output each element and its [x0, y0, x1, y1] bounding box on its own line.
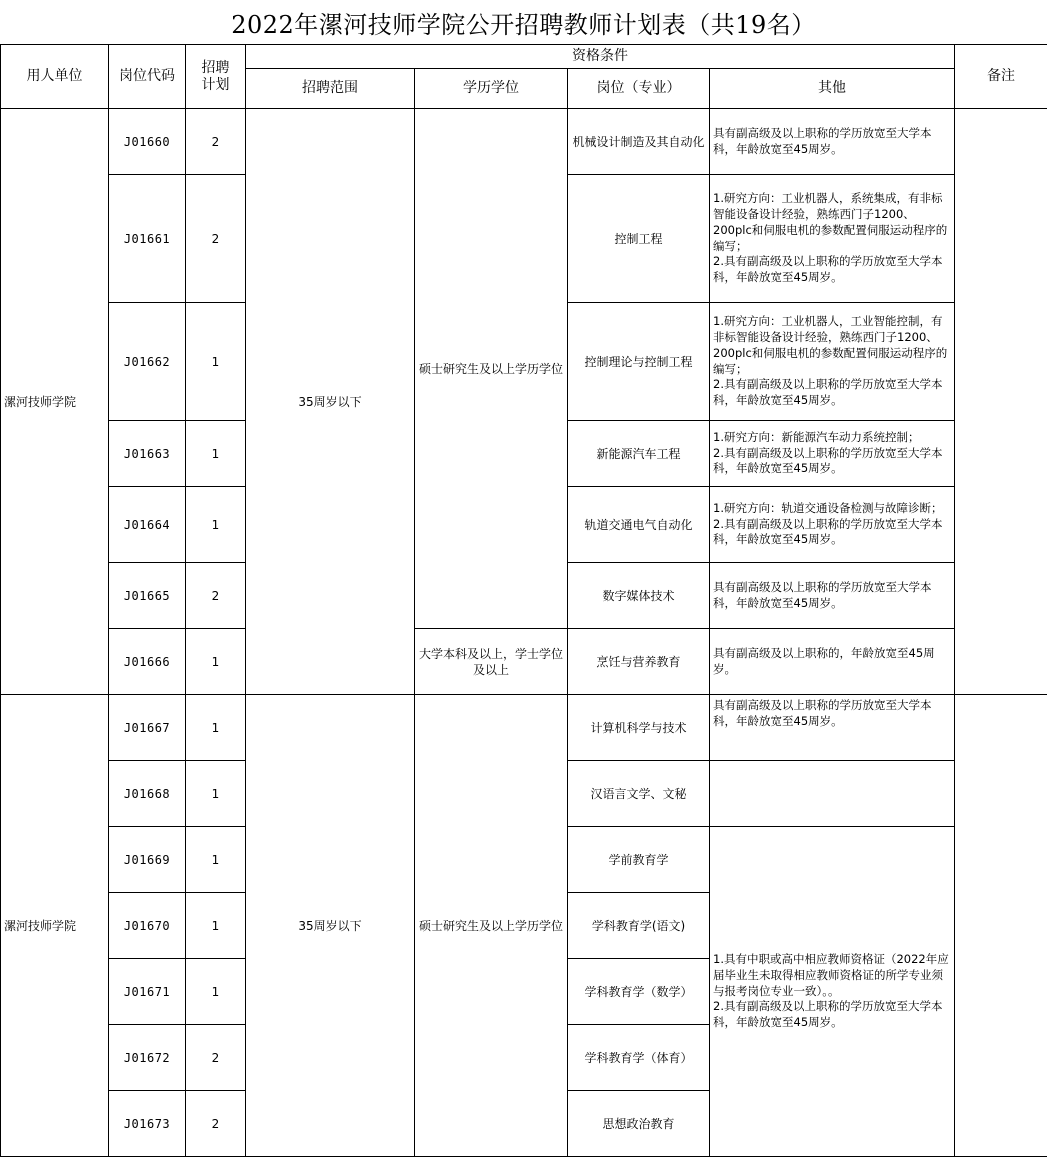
code-cell: J01662	[109, 303, 186, 421]
major-cell: 控制理论与控制工程	[568, 303, 710, 421]
plan-cell: 1	[186, 695, 246, 761]
code-cell: J01663	[109, 421, 186, 487]
other-cell	[710, 563, 955, 629]
table-row	[1, 695, 1047, 761]
other-cell	[710, 175, 955, 303]
major-cell: 数字媒体技术	[568, 563, 710, 629]
plan-cell: 1	[186, 303, 246, 421]
code-cell: J01669	[109, 827, 186, 893]
table-row	[1, 109, 1047, 175]
plan-cell: 2	[186, 1025, 246, 1091]
code-cell: J01672	[109, 1025, 186, 1091]
code-cell: J01668	[109, 761, 186, 827]
other-line: 1.研究方向：新能源汽车动力系统控制；	[713, 429, 920, 444]
header-qualification-group: 资格条件	[246, 45, 955, 69]
header-scope: 招聘范围	[246, 69, 415, 109]
header-major: 岗位（专业）	[568, 69, 710, 109]
header-plan-line2: 计划	[201, 76, 230, 93]
other-line: 具有副高级及以上职称的学历放宽至大学本科，年龄放宽至45周岁。	[713, 579, 932, 610]
header-other: 其他	[710, 69, 955, 109]
major-cell: 学科教育学（体育）	[568, 1025, 710, 1091]
code-cell: J01665	[109, 563, 186, 629]
plan-cell: 1	[186, 761, 246, 827]
code-cell: J01661	[109, 175, 186, 303]
education-cell: 硕士研究生及以上学历学位	[415, 695, 568, 1157]
remarks-cell	[955, 109, 1047, 695]
plan-cell: 1	[186, 827, 246, 893]
other-line: 2.具有副高级及以上职称的学历放宽至大学本科，年龄放宽至45周岁。	[713, 516, 943, 547]
other-cell	[710, 695, 955, 761]
code-cell: J01670	[109, 893, 186, 959]
header-unit: 用人单位	[1, 45, 109, 109]
other-line: 2.具有副高级及以上职称的学历放宽至大学本科，年龄放宽至45周岁。	[713, 445, 943, 476]
plan-cell: 1	[186, 421, 246, 487]
major-cell: 轨道交通电气自动化	[568, 487, 710, 563]
major-cell: 学科教育学(语文)	[568, 893, 710, 959]
shared-other-cell	[710, 827, 955, 1157]
code-cell: J01660	[109, 109, 186, 175]
scope-cell: 35周岁以下	[246, 109, 415, 695]
plan-cell: 1	[186, 487, 246, 563]
plan-cell: 2	[186, 563, 246, 629]
other-line: 具有副高级及以上职称的学历放宽至大学本科，年龄放宽至45周岁。	[713, 698, 932, 728]
code-cell: J01664	[109, 487, 186, 563]
other-cell	[710, 761, 955, 827]
major-cell: 学前教育学	[568, 827, 710, 893]
plan-cell: 2	[186, 109, 246, 175]
unit-cell: 漯河技师学院	[1, 695, 109, 1157]
code-cell: J01666	[109, 629, 186, 695]
header-remarks: 备注	[955, 45, 1047, 109]
plan-cell: 1	[186, 893, 246, 959]
other-line: 2.具有副高级及以上职称的学历放宽至大学本科，年龄放宽至45周岁。	[713, 999, 943, 1030]
education-cell: 大学本科及以上，学士学位及以上	[415, 629, 568, 695]
other-line: 2.具有副高级及以上职称的学历放宽至大学本科，年龄放宽至45周岁。	[713, 377, 943, 408]
code-cell: J01667	[109, 695, 186, 761]
other-cell	[710, 629, 955, 695]
code-cell: J01671	[109, 959, 186, 1025]
other-line: 具有副高级及以上职称的学历放宽至大学本科，年龄放宽至45周岁。	[713, 125, 932, 156]
plan-cell: 1	[186, 629, 246, 695]
other-line: 1.研究方向：工业机器人，工业智能控制，有非标智能设备设计经验，熟练西门子1200、200plc和伺服电机的参数配置伺服运动程序的编写；	[713, 314, 948, 376]
table-row	[1, 629, 1047, 695]
major-cell: 控制工程	[568, 175, 710, 303]
other-cell	[710, 421, 955, 487]
major-cell: 汉语言文学、文秘	[568, 761, 710, 827]
other-line: 具有副高级及以上职称的，年龄放宽至45周岁。	[713, 645, 935, 676]
unit-cell: 漯河技师学院	[1, 109, 109, 695]
other-line: 1.具有中职或高中相应教师资格证（2022年应届毕业生未取得相应教师资格证的所学专业须与报考岗位专业一致）。。	[713, 952, 949, 998]
other-cell	[710, 487, 955, 563]
plan-cell: 1	[186, 959, 246, 1025]
major-cell: 烹饪与营养教育	[568, 629, 710, 695]
header-plan-line1: 招聘	[201, 59, 230, 76]
major-cell: 思想政治教育	[568, 1091, 710, 1157]
major-cell: 机械设计制造及其自动化	[568, 109, 710, 175]
code-cell: J01673	[109, 1091, 186, 1157]
header-education: 学历学位	[415, 69, 568, 109]
header-plan	[186, 45, 246, 109]
education-cell: 硕士研究生及以上学历学位	[415, 109, 568, 629]
other-cell	[710, 109, 955, 175]
major-cell: 计算机科学与技术	[568, 695, 710, 761]
scope-cell: 35周岁以下	[246, 695, 415, 1157]
other-line: 1.研究方向：工业机器人，系统集成，有非标智能设备设计经验，熟练西门子1200、200plc和伺服电机的参数配置伺服运动程序的编写；	[713, 191, 948, 253]
major-cell: 学科教育学（数学）	[568, 959, 710, 1025]
recruitment-table	[0, 44, 1047, 1157]
other-cell	[710, 303, 955, 421]
other-line: 1.研究方向：轨道交通设备检测与故障诊断；	[713, 500, 943, 515]
plan-cell: 2	[186, 175, 246, 303]
plan-cell: 2	[186, 1091, 246, 1157]
page-title: 2022年漯河技师学院公开招聘教师计划表（共19名）	[231, 10, 816, 39]
header-code: 岗位代码	[109, 45, 186, 109]
remarks-cell	[955, 695, 1047, 1157]
major-cell: 新能源汽车工程	[568, 421, 710, 487]
other-line: 2.具有副高级及以上职称的学历放宽至大学本科，年龄放宽至45周岁。	[713, 254, 943, 285]
